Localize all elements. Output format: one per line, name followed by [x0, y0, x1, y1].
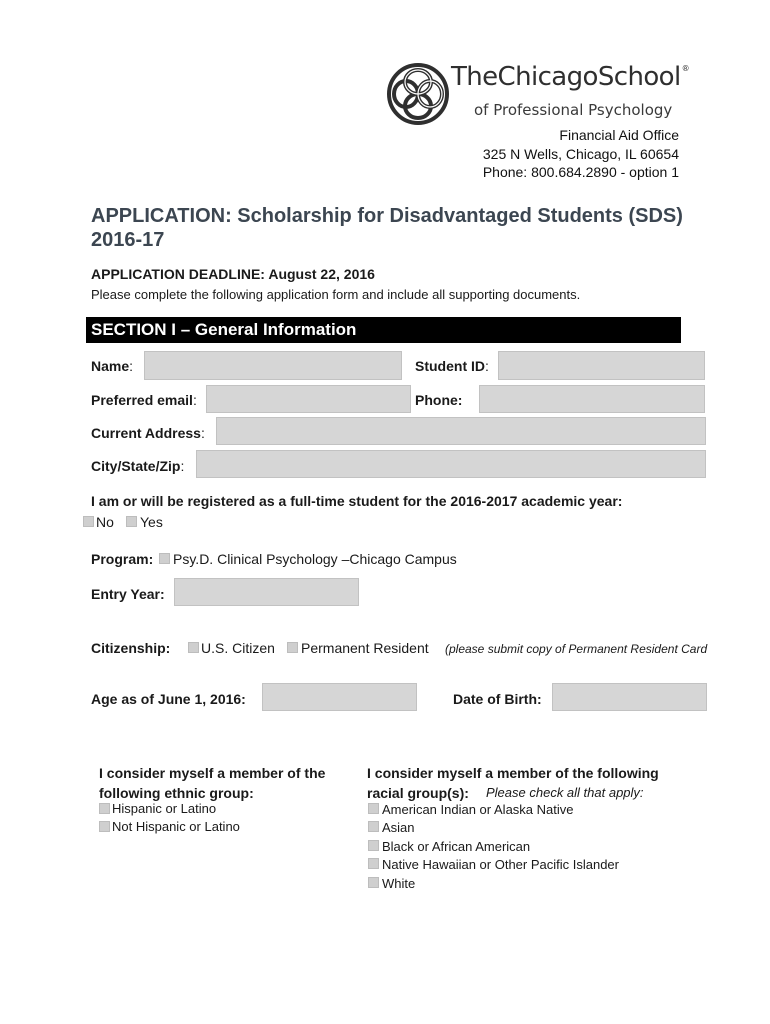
email-field[interactable]: [206, 385, 411, 413]
racial-question-note: Please check all that apply:: [486, 785, 644, 800]
american-indian-label: American Indian or Alaska Native: [382, 802, 574, 817]
black-label: Black or African American: [382, 839, 531, 854]
us-citizen-label: U.S. Citizen: [201, 640, 275, 656]
city-label: City/State/Zip:: [91, 458, 185, 474]
citizenship-label: Citizenship:: [91, 640, 171, 656]
us-citizen-checkbox[interactable]: [188, 642, 199, 653]
office-phone: Phone: 800.684.2890 - option 1: [482, 164, 679, 180]
fulltime-question: I am or will be registered as a full-time student for the 2016-2017 academic year:: [91, 493, 623, 509]
office-street: 325 N Wells, Chicago, IL 60654: [482, 146, 679, 162]
instructions: Please complete the following application form and include all supporting documents.: [91, 287, 581, 302]
logo-icon: [386, 62, 450, 126]
permanent-resident-label: Permanent Resident: [301, 640, 429, 656]
student-id-field[interactable]: [498, 351, 705, 380]
fulltime-no-checkbox[interactable]: [83, 516, 94, 527]
racial-question: I consider myself a member of the following racial group(s):: [367, 765, 659, 801]
section-heading: SECTION I – General Information: [86, 317, 681, 343]
citizenship-note: (please submit copy of Permanent Resident Card: [445, 642, 708, 656]
program-value: Psy.D. Clinical Psychology –Chicago Campus: [173, 551, 457, 567]
address-label: Current Address:: [91, 425, 205, 441]
program-checkbox[interactable]: [159, 553, 170, 564]
ethnic-question: I consider myself a member of the following ethnic group:: [99, 765, 326, 801]
dob-label: Date of Birth:: [453, 691, 542, 707]
name-label: Name:: [91, 358, 134, 374]
logo-name: TheChicagoSchool®: [451, 62, 689, 92]
office-name: Financial Aid Office: [559, 127, 679, 143]
permanent-resident-checkbox[interactable]: [287, 642, 298, 653]
program-label: Program:: [91, 551, 154, 567]
hispanic-checkbox[interactable]: [99, 803, 110, 814]
entry-year-label: Entry Year:: [91, 586, 165, 602]
not-hispanic-checkbox[interactable]: [99, 821, 110, 832]
fulltime-yes-label: Yes: [140, 514, 163, 530]
age-field[interactable]: [262, 683, 417, 711]
phone-label: Phone:: [415, 392, 463, 408]
american-indian-checkbox[interactable]: [368, 803, 379, 814]
entry-year-field[interactable]: [174, 578, 359, 606]
email-label: Preferred email:: [91, 392, 197, 408]
not-hispanic-label: Not Hispanic or Latino: [112, 819, 240, 834]
dob-field[interactable]: [552, 683, 707, 711]
fulltime-yes-checkbox[interactable]: [126, 516, 137, 527]
asian-label: Asian: [382, 820, 415, 835]
student-id-label: Student ID:: [415, 358, 489, 374]
white-checkbox[interactable]: [368, 877, 379, 888]
deadline: APPLICATION DEADLINE: August 22, 2016: [91, 266, 375, 282]
black-checkbox[interactable]: [368, 840, 379, 851]
asian-checkbox[interactable]: [368, 821, 379, 832]
address-field[interactable]: [216, 417, 706, 445]
fulltime-no-label: No: [96, 514, 114, 530]
pacific-islander-checkbox[interactable]: [368, 858, 379, 869]
hispanic-label: Hispanic or Latino: [112, 801, 217, 816]
registered-mark: ®: [681, 64, 689, 73]
age-label: Age as of June 1, 2016:: [91, 691, 246, 707]
name-field[interactable]: [144, 351, 402, 380]
page-title: APPLICATION: Scholarship for Disadvantaged Students (SDS) 2016-17: [91, 205, 683, 251]
city-field[interactable]: [196, 450, 706, 478]
white-label: White: [382, 876, 416, 891]
phone-field[interactable]: [479, 385, 705, 413]
pacific-islander-label: Native Hawaiian or Other Pacific Islander: [382, 857, 619, 872]
logo-subtitle: of Professional Psychology: [474, 101, 673, 119]
